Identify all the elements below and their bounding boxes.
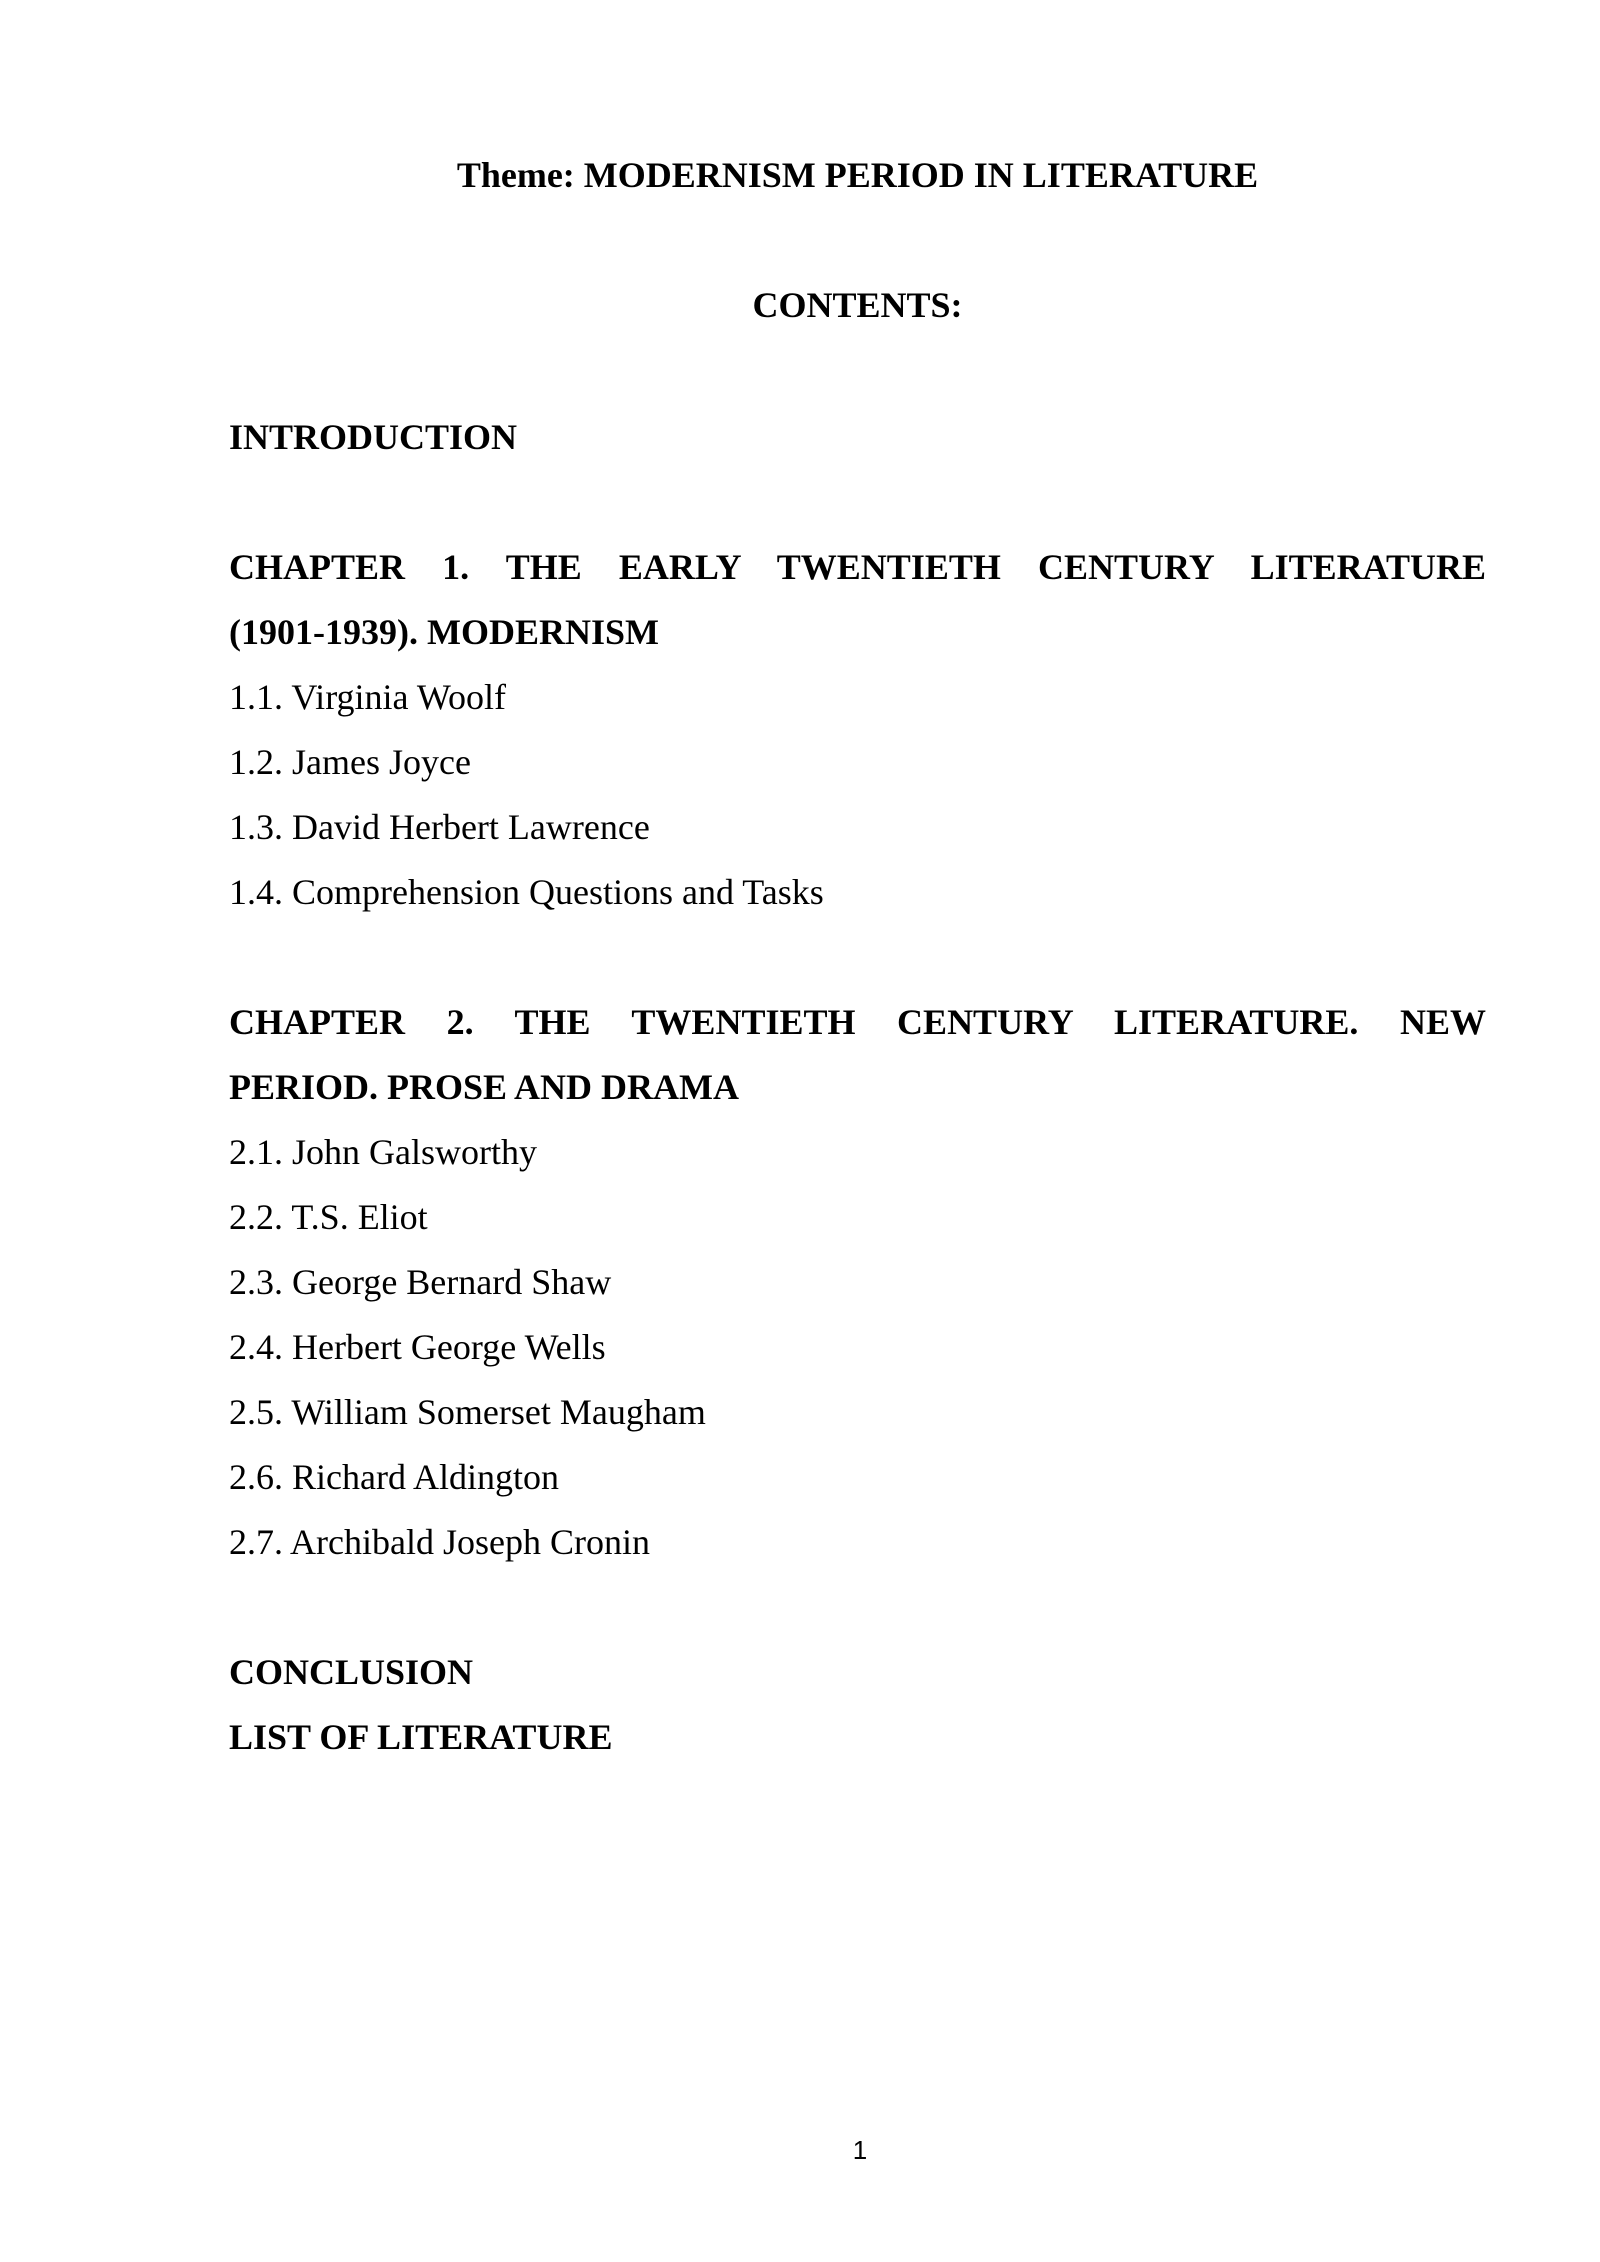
toc-item-2-6: 2.6. Richard Aldington xyxy=(229,1457,559,1497)
toc-item-2-2: 2.2. T.S. Eliot xyxy=(229,1197,428,1237)
toc-item-2-7: 2.7. Archibald Joseph Cronin xyxy=(229,1522,650,1562)
toc-end-block xyxy=(229,1640,1486,1770)
toc-chapter-1-heading-line2: (1901-1939). MODERNISM xyxy=(229,612,659,652)
toc-introduction-block xyxy=(229,405,1486,470)
toc-introduction: INTRODUCTION xyxy=(229,417,518,457)
contents-title: CONTENTS: xyxy=(752,285,963,325)
toc-item-2-3: 2.3. George Bernard Shaw xyxy=(229,1262,612,1302)
toc-chapter-2-heading-line2: PERIOD. PROSE AND DRAMA xyxy=(229,1067,740,1107)
toc-item-1-3: 1.3. David Herbert Lawrence xyxy=(229,807,650,847)
toc-chapter-1-heading-line1: CHAPTER 1. THE EARLY TWENTIETH CENTURY LITERATURE xyxy=(229,547,1486,587)
toc-item-1-1: 1.1. Virginia Woolf xyxy=(229,677,506,717)
toc-chapter-1-block xyxy=(229,535,1486,925)
toc-list-of-literature: LIST OF LITERATURE xyxy=(229,1717,613,1757)
toc-item-1-2: 1.2. James Joyce xyxy=(229,742,471,782)
toc-item-2-5: 2.5. William Somerset Maugham xyxy=(229,1392,706,1432)
toc-item-1-4: 1.4. Comprehension Questions and Tasks xyxy=(229,872,824,912)
page-number: 1 xyxy=(852,2135,868,2165)
toc-item-2-4: 2.4. Herbert George Wells xyxy=(229,1327,606,1367)
toc-chapter-2-heading-line1: CHAPTER 2. THE TWENTIETH CENTURY LITERATURE. NEW xyxy=(229,1002,1486,1042)
toc-conclusion: CONCLUSION xyxy=(229,1652,474,1692)
toc-item-2-1: 2.1. John Galsworthy xyxy=(229,1132,537,1172)
toc-chapter-2-block xyxy=(229,990,1486,1575)
theme-title: Theme: MODERNISM PERIOD IN LITERATURE xyxy=(456,155,1259,195)
